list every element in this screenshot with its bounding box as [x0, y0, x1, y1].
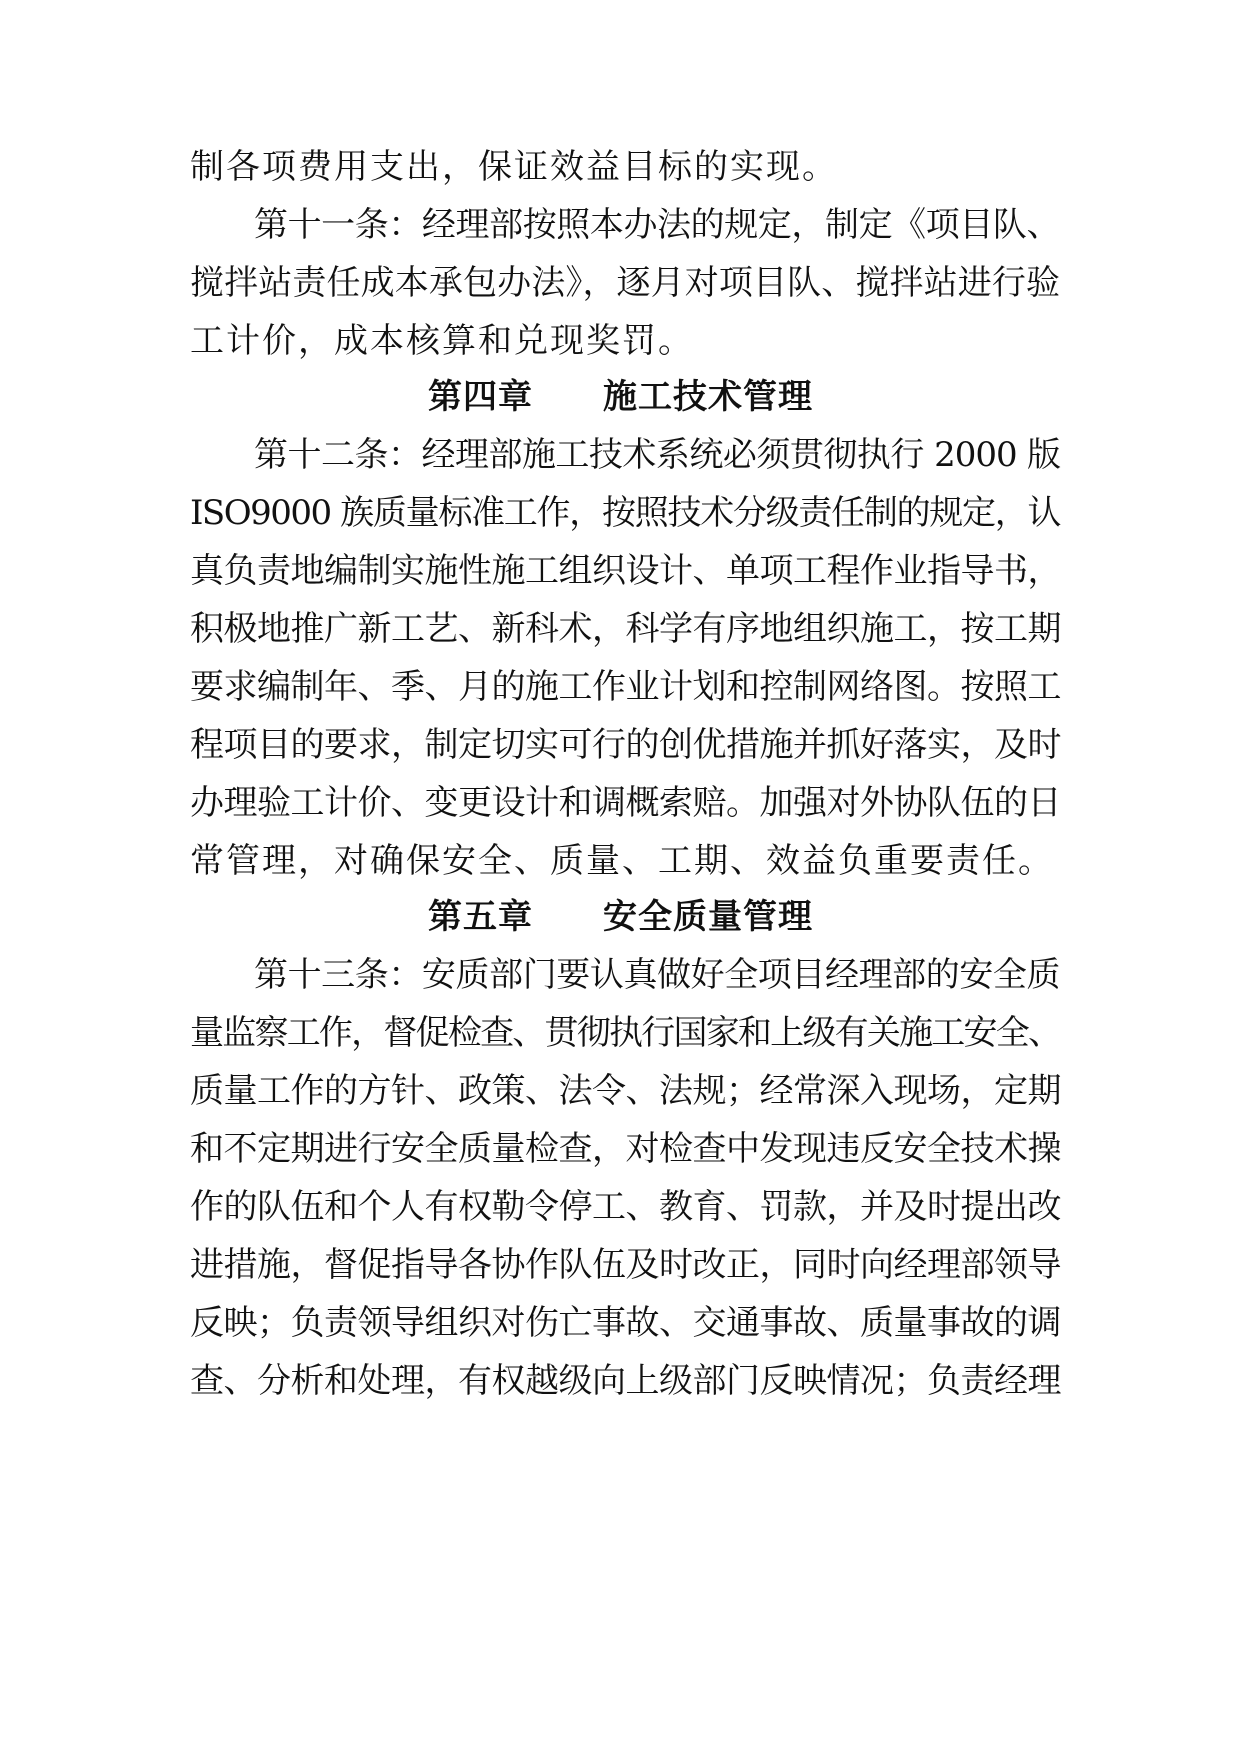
paragraph-line: 常管理，对确保安全、质量、工期、效益负重要责任。: [190, 841, 1054, 881]
paragraph-line: 搅拌站责任成本承包办法》，逐月对项目队、搅拌站进行验: [190, 263, 1060, 303]
paragraph-line: 进措施，督促指导各协作队伍及时改正，同时向经理部领导: [190, 1245, 1061, 1285]
paragraph-line: 量监察工作，督促检查、贯彻执行国家和上级有关施工安全、: [190, 1013, 1060, 1053]
paragraph-line: 第十三条：安质部门要认真做好全项目经理部的安全质: [254, 955, 1060, 995]
paragraph-line: 要求编制年、季、月的施工作业计划和控制网络图。按照工: [190, 667, 1061, 707]
paragraph-line: 和不定期进行安全质量检查，对检查中发现违反安全技术操: [190, 1129, 1061, 1169]
paragraph-line: 查、分析和处理，有权越级向上级部门反映情况；负责经理: [190, 1361, 1061, 1401]
paragraph-line: 作的队伍和个人有权勒令停工、教育、罚款，并及时提出改: [190, 1187, 1061, 1227]
paragraph-line: 真负责地编制实施性施工组织设计、单项工程作业指导书，: [190, 551, 1061, 591]
paragraph-line: 积极地推广新工艺、新科术，科学有序地组织施工，按工期: [190, 609, 1061, 649]
paragraph-line: 制各项费用支出，保证效益目标的实现。: [190, 147, 838, 187]
paragraph-line: 第十二条：经理部施工技术系统必须贯彻执行 2000 版: [254, 435, 1060, 475]
chapter-heading: 第五章 安全质量管理: [428, 897, 813, 937]
paragraph-line: 工计价，成本核算和兑现奖罚。: [190, 321, 694, 361]
paragraph-line: 程项目的要求，制定切实可行的创优措施并抓好落实，及时: [190, 725, 1061, 765]
paragraph-line: 办理验工计价、变更设计和调概索赔。加强对外协队伍的日: [190, 783, 1061, 823]
paragraph-line: 质量工作的方针、政策、法令、法规；经常深入现场，定期: [190, 1071, 1061, 1111]
paragraph-line: 第十一条：经理部按照本办法的规定，制定《项目队、: [254, 205, 1060, 245]
paragraph-line: 反映；负责领导组织对伤亡事故、交通事故、质量事故的调: [190, 1303, 1061, 1343]
paragraph-line: ISO9000 族质量标准工作，按照技术分级责任制的规定，认: [190, 493, 1060, 533]
chapter-heading: 第四章 施工技术管理: [428, 377, 813, 417]
